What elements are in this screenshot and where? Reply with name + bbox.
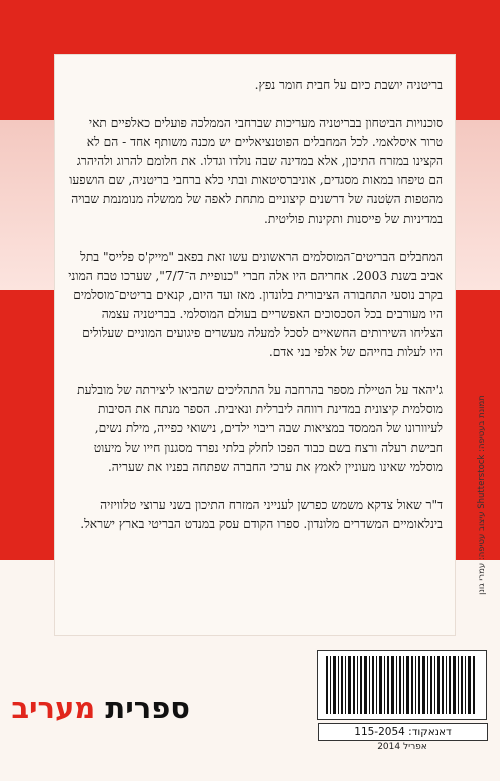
cover-credits-text: תמונת בעטיפה: Shutterstock עיצוב עטיפה: עמרי גונן <box>477 395 487 595</box>
publisher-name-part1: ספרית <box>105 691 190 725</box>
barcode-icon <box>326 656 476 714</box>
cover-credits <box>472 350 494 650</box>
blurb-paragraph-4: ג'יהאד על הטיילת מספר בהרחבה על התהליכים שהביאו ליצירתה של מובלעת מוסלמית קיצונית במדינת רווחה ליברלית ונאיבית. הספר מנתח את הסיבות לעיוורונו של הממסד במציאות שבה ריבוי ילדים, נישואי כפייה, מילת נשים, חבישת רעלה ורצח בשם כבוד הפכו לחלק בלתי נפרד מסגנון חייו של מיעוט מוסלמי שאינו מעוניין לאמץ את ערכי החברה שפתחה בפניו את שעריה. <box>77 383 443 474</box>
back-cover-blurb <box>68 76 443 553</box>
blurb-paragraph-3: המחבלים הבריטים־המוסלמים הראשונים עשו זאת בפאב "מייק'ס פלייס" בתל אביב בשנת 2003. אחריהם היו אלה חברי "כנופיית ה־7/7", שערכו טבח המוני בקרב נוסעי התחבורה הציבורית בלונדון. מאז ועד היום, קנאים בריטים־מוסלמים היו מעורבים בכל הסכסוכים האפשריים בעולם המוסלמי. בבריטניה עצמה הצליחו השירותים החשאיים לסכל למעלה מעשרים פיגועים המוניים שעלולים היו לעלות בחייהם של אלפי בני אדם. <box>68 249 443 360</box>
publisher-logo <box>11 690 190 726</box>
blurb-paragraph-5: ד"ר שאול צדקא משמש כפרשן לענייני המזרח התיכון בשני ערוצי טלוויזיה בינלאומיים המשדרים מלונדון. ספרו הקודם עסק במנדט הבריטי בארץ ישראל. <box>80 497 443 531</box>
blurb-paragraph-2: סוכנויות הביטחון בבריטניה מעריכות שברחבי הממלכה פועלים כאלפיים תאי טרור איסלאמי. לכל המחבלים הפוטנציאליים יש מכנה משותף אחד - הם לא הקצינו במזרח התיכון, אלא במדינה שבה נולדו וגדלו. את חלומם להרוג ולהיהרג הם טיפחו במאות מסגדים, אוניברסיטאות ובתי כלא ברחבי בריטניה, שם הושפעו מהטפות השִׂטנה של דרשנים קיצוניים מתחת לאפה של ממשלה מנומנמת שבויה במדיניות של פייסנות ותקינות פוליטית. <box>69 116 443 226</box>
blurb-paragraph-1: בריטניה יושבת כיום על חבית חומר נפץ. <box>254 78 443 92</box>
publication-date: אפריל 2014 <box>377 742 427 752</box>
catalog-number: דאנאקוד: 115-2054 <box>318 723 488 741</box>
publisher-name-part2: מעריב <box>11 691 96 725</box>
barcode <box>317 650 487 720</box>
